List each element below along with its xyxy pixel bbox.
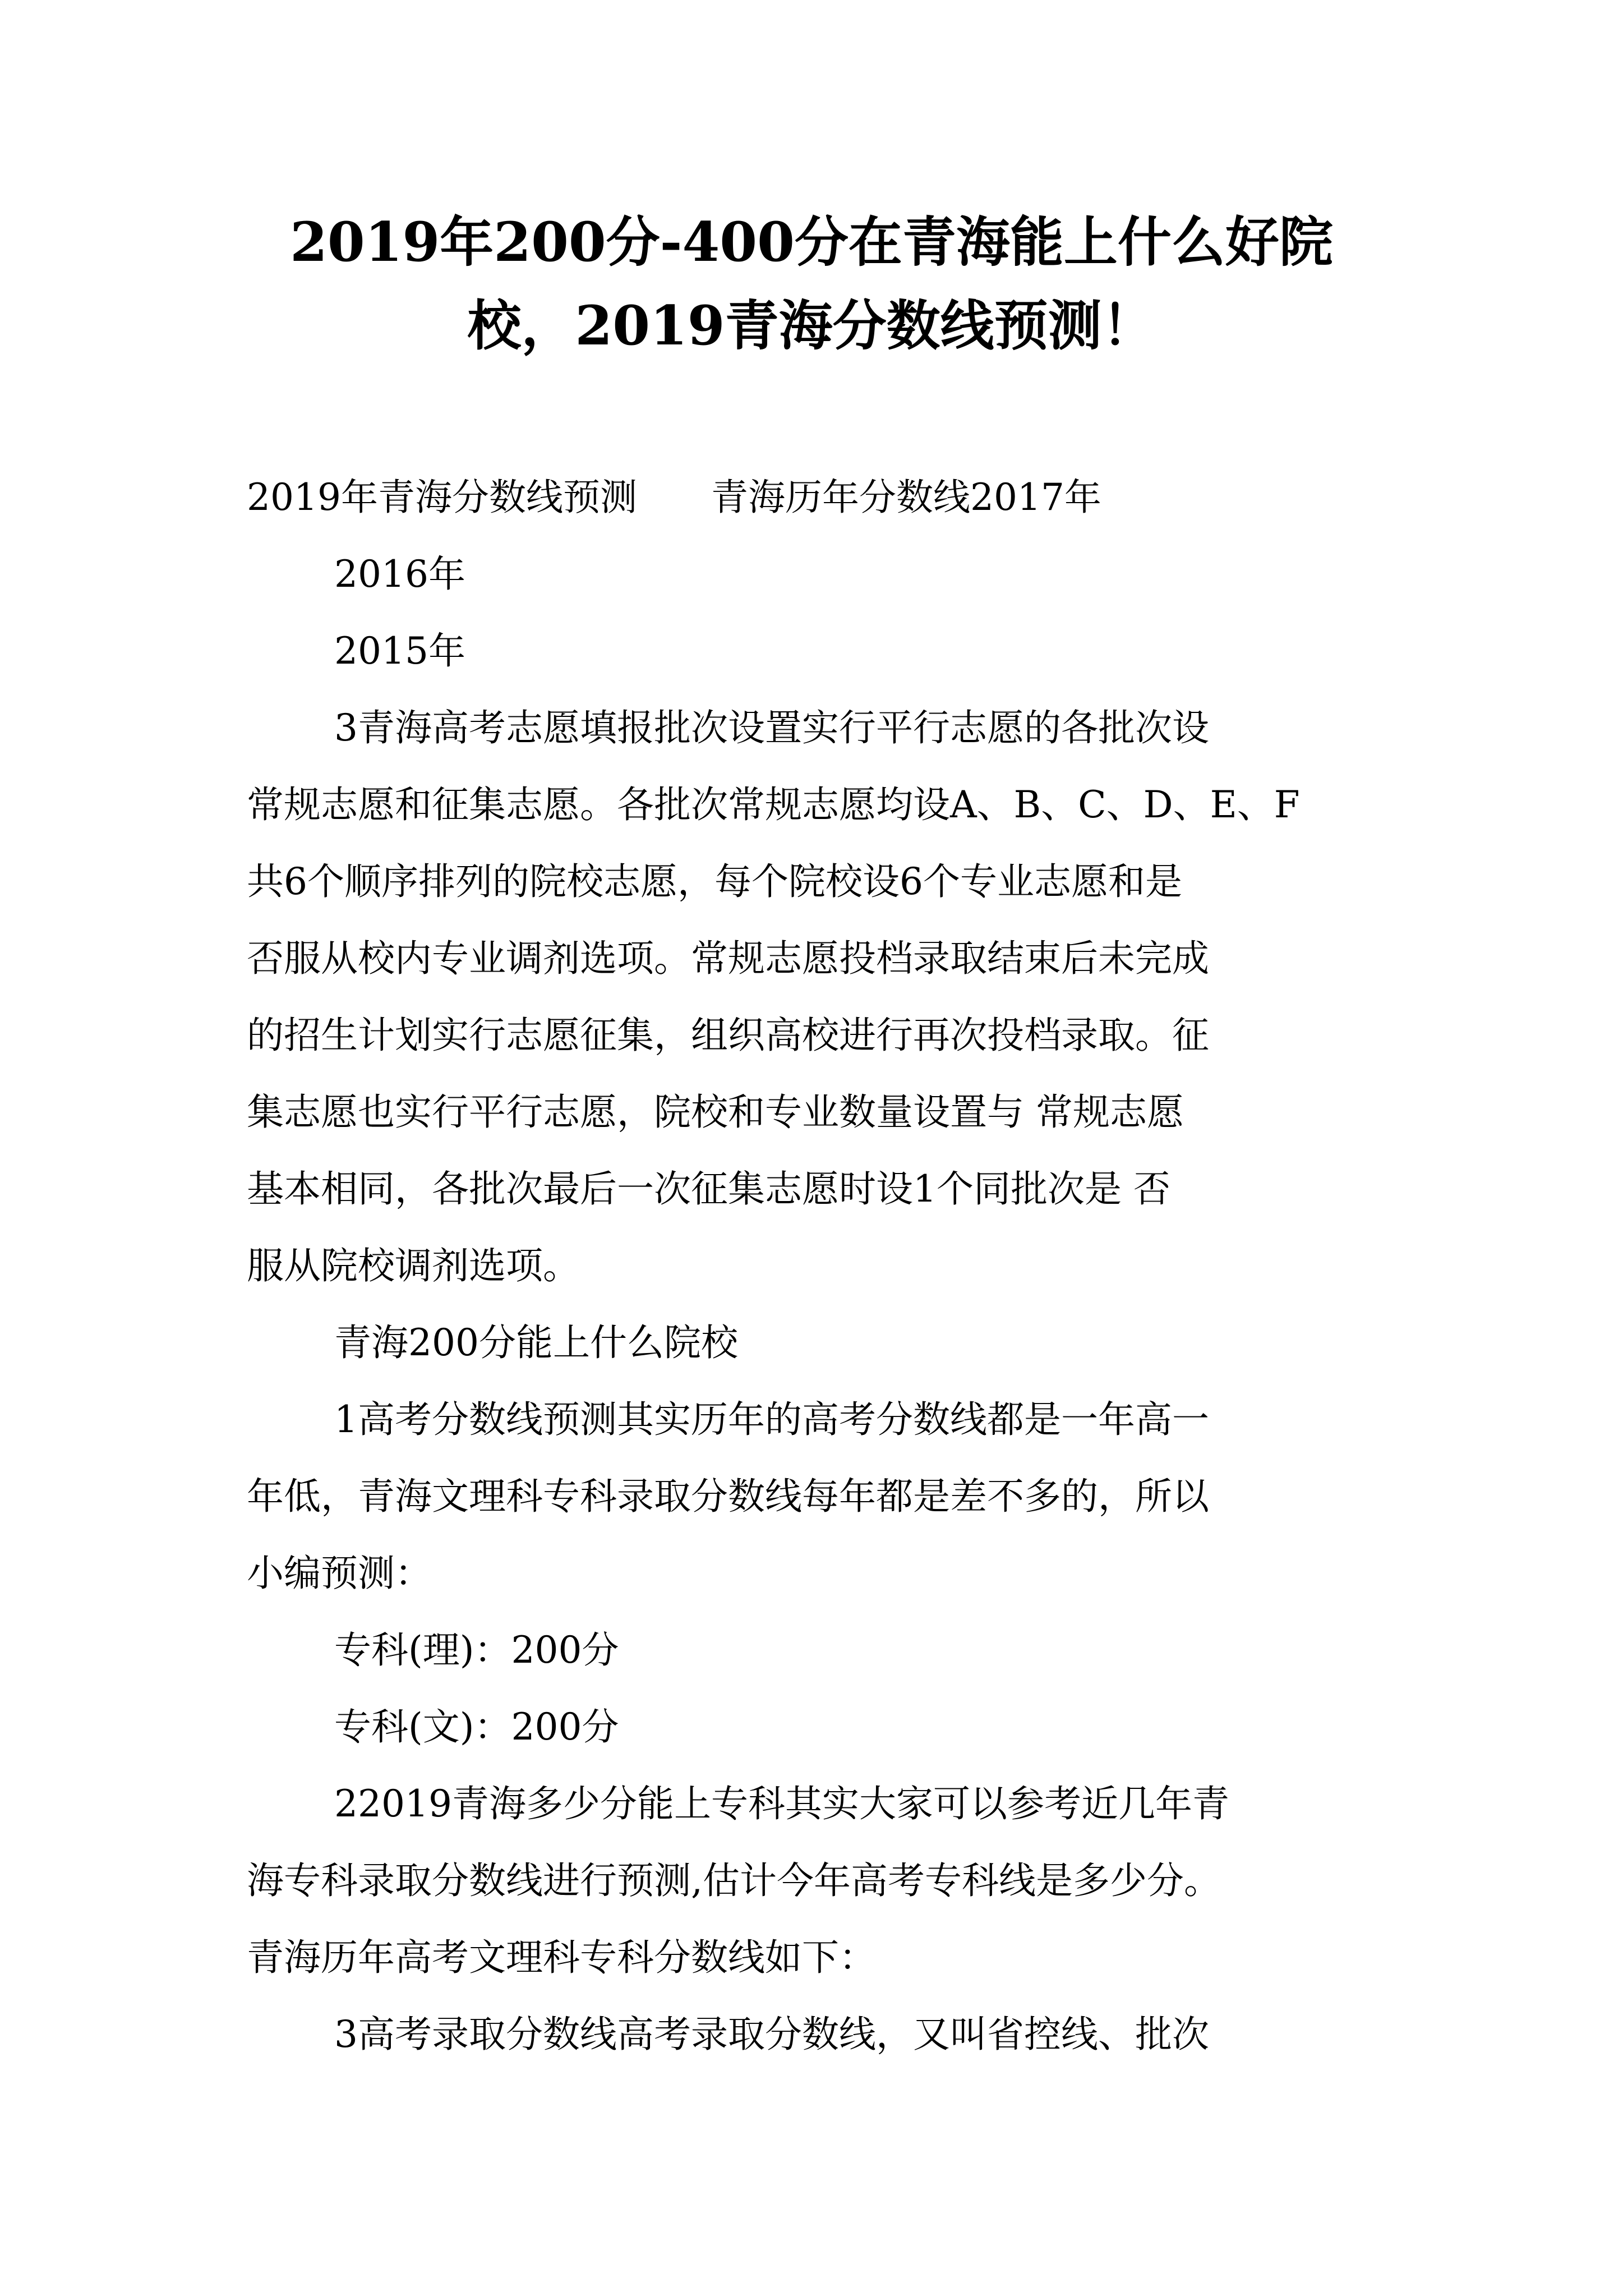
paragraph-line: 专科(文)：200分: [334, 1705, 619, 1749]
paragraph-line: 基本相同，各批次最后一次征集志愿时设1个同批次是 否: [247, 1167, 1170, 1211]
paragraph-line: 的招生计划实行志愿征集，组织高校进行再次投档录取。征: [247, 1014, 1209, 1057]
paragraph-line: 2015年: [334, 629, 465, 673]
paragraph-line: 小编预测：: [247, 1552, 432, 1595]
paragraph-line: 海专科录取分数线进行预测,估计今年高考专科线是多少分。: [247, 1859, 1221, 1902]
paragraph-line: 22019青海多少分能上专科其实大家可以参考近几年青: [334, 1782, 1229, 1825]
paragraph-line: 2019年青海分数线预测 青海历年分数线2017年: [247, 476, 1101, 519]
paragraph-line: 3高考录取分数线高考录取分数线，又叫省控线、批次: [334, 2013, 1209, 2056]
paragraph-line: 2016年: [334, 553, 465, 596]
document-title-line-2: 校，2019青海分数线预测！: [467, 294, 1156, 357]
document-title-line-1: 2019年200分-400分在青海能上什么好院: [290, 210, 1333, 274]
paragraph-line: 青海200分能上什么院校: [334, 1321, 738, 1364]
paragraph-line: 专科(理)：200分: [334, 1628, 619, 1672]
paragraph-line: 常规志愿和征集志愿。各批次常规志愿均设A、B、C、D、E、F: [247, 783, 1300, 826]
paragraph-line: 集志愿也实行平行志愿，院校和专业数量设置与 常规志愿: [247, 1091, 1184, 1134]
paragraph-line: 青海历年高考文理科专科分数线如下：: [247, 1936, 876, 1979]
paragraph-line: 年低，青海文理科专科录取分数线每年都是差不多的，所以: [247, 1475, 1209, 1518]
paragraph-line: 否服从校内专业调剂选项。常规志愿投档录取结束后未完成: [247, 937, 1209, 980]
paragraph-line: 3青海高考志愿填报批次设置实行平行志愿的各批次设: [334, 706, 1209, 749]
paragraph-line: 共6个顺序排列的院校志愿，每个院校设6个专业志愿和是: [247, 860, 1182, 903]
paragraph-line: 服从院校调剂选项。: [247, 1244, 580, 1287]
paragraph-line: 1高考分数线预测其实历年的高考分数线都是一年高一: [334, 1398, 1209, 1441]
